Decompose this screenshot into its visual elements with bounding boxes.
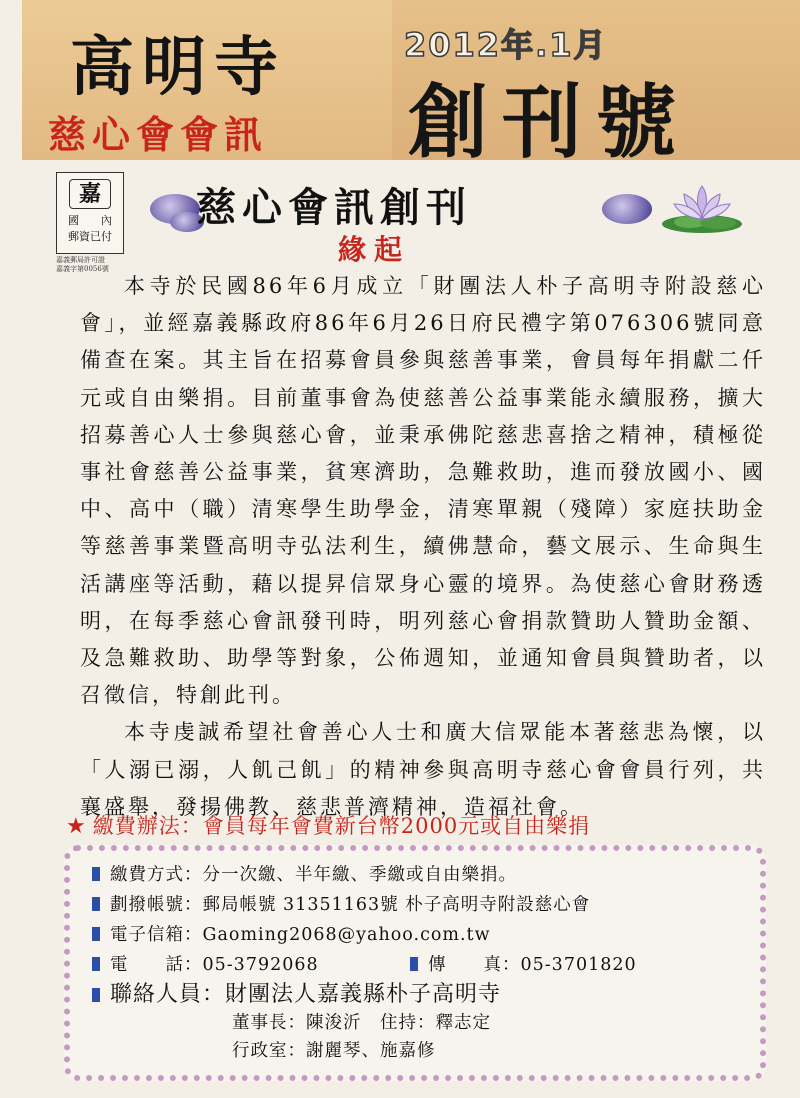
newsletter-name: 慈心會會訊 xyxy=(48,113,269,157)
chairman-text: 董事長：陳浚沂 住持：釋志定 xyxy=(232,1013,491,1033)
info-row-phone xyxy=(92,951,319,976)
article-title: 慈心會訊創刊 xyxy=(196,185,472,231)
issue-number: 創刊號 xyxy=(408,75,690,169)
postage-label xyxy=(57,213,123,245)
info-box xyxy=(64,845,766,1081)
postage-stamp xyxy=(56,172,124,254)
phone-text: 電 話：05-3792068 xyxy=(110,955,319,975)
info-row-contact xyxy=(92,977,501,1008)
bullet-icon xyxy=(92,988,100,1002)
bullet-icon xyxy=(410,957,418,971)
postage-label-line2: 郵資已付 xyxy=(68,230,112,243)
article-body xyxy=(80,268,766,826)
issue-date: 2012年.1月 xyxy=(404,26,608,64)
bullet-icon xyxy=(92,957,100,971)
email-text: 電子信箱：Gaoming2068@yahoo.com.tw xyxy=(110,925,491,945)
info-row-payment xyxy=(92,861,517,886)
fee-notice-text: 繳費辦法：會員每年會費新台幣2000元或自由樂捐 xyxy=(92,814,591,838)
lotus-icon xyxy=(660,182,744,234)
contact-text: 聯絡人員：財團法人嘉義縣朴子高明寺 xyxy=(110,982,502,1007)
info-row-fax xyxy=(410,951,637,976)
article-paragraph: 本寺於民國86年6月成立「財團法人朴子高明寺附設慈心會」，並經嘉義縣政府86年6月26日府民禮字第076306號同意備查在案。其主旨在招募會員參與慈善事業，會員每年捐獻二仟元或自由樂捐。目前董事會為使慈善公益事業能永續服務，擴大招募善心人士參與慈心會，並秉承佛陀慈悲喜捨之精神，積極從事社會慈善公益事業，貧寒濟助，急難救助，進而發放國小、國中、高中（職）清寒學生助學金，清寒單親（殘障）家庭扶助金等慈善事業暨高明寺弘法利生，續佛慧命，藝文展示、生命與生活講座等活動，藉以提昇信眾身心靈的境界。為使慈心會財務透明，在每季慈心會訊發刊時，明列慈心會捐款贊助人贊助金額、及急難救助、助學等對象，公佈週知，並通知會員與贊助者，以召徵信，特創此刊。 xyxy=(80,274,766,708)
postage-note-line2: 嘉義字第0056號 xyxy=(56,265,109,273)
payment-method-text: 繳費方式：分一次繳、半年繳、季繳或自由樂捐。 xyxy=(110,865,517,885)
postage-note-line1: 嘉義郵局許可證 xyxy=(56,256,105,264)
bullet-icon xyxy=(92,897,100,911)
article-paragraph: 本寺虔誠希望社會善心人士和廣大信眾能本著慈悲為懷，以「人溺已溺，人飢己飢」的精神參與高明寺慈心會會員行列，共襄盛舉，發揚佛教、慈悲普濟精神，造福社會。 xyxy=(80,720,766,819)
admin-text: 行政室：謝麗琴、施嘉修 xyxy=(232,1041,436,1061)
fax-text: 傳 真：05-3701820 xyxy=(428,955,637,975)
star-icon: ★ xyxy=(66,814,87,839)
postage-seal: 嘉 xyxy=(69,179,111,209)
fee-notice xyxy=(66,810,590,840)
info-row-account xyxy=(92,891,590,916)
info-row-admin xyxy=(232,1037,436,1062)
postage-label-line1: 國 內 xyxy=(68,214,112,227)
temple-name: 高明寺 xyxy=(70,31,286,105)
transfer-account-text: 劃撥帳號：郵局帳號 31351163號 朴子高明寺附設慈心會 xyxy=(110,895,591,915)
bullet-icon xyxy=(92,927,100,941)
info-row-chairman xyxy=(232,1009,491,1034)
info-row-email xyxy=(92,921,491,946)
article-subtitle: 緣起 xyxy=(338,233,411,266)
cloud-ornament-right-icon xyxy=(602,194,652,224)
bullet-icon xyxy=(92,867,100,881)
